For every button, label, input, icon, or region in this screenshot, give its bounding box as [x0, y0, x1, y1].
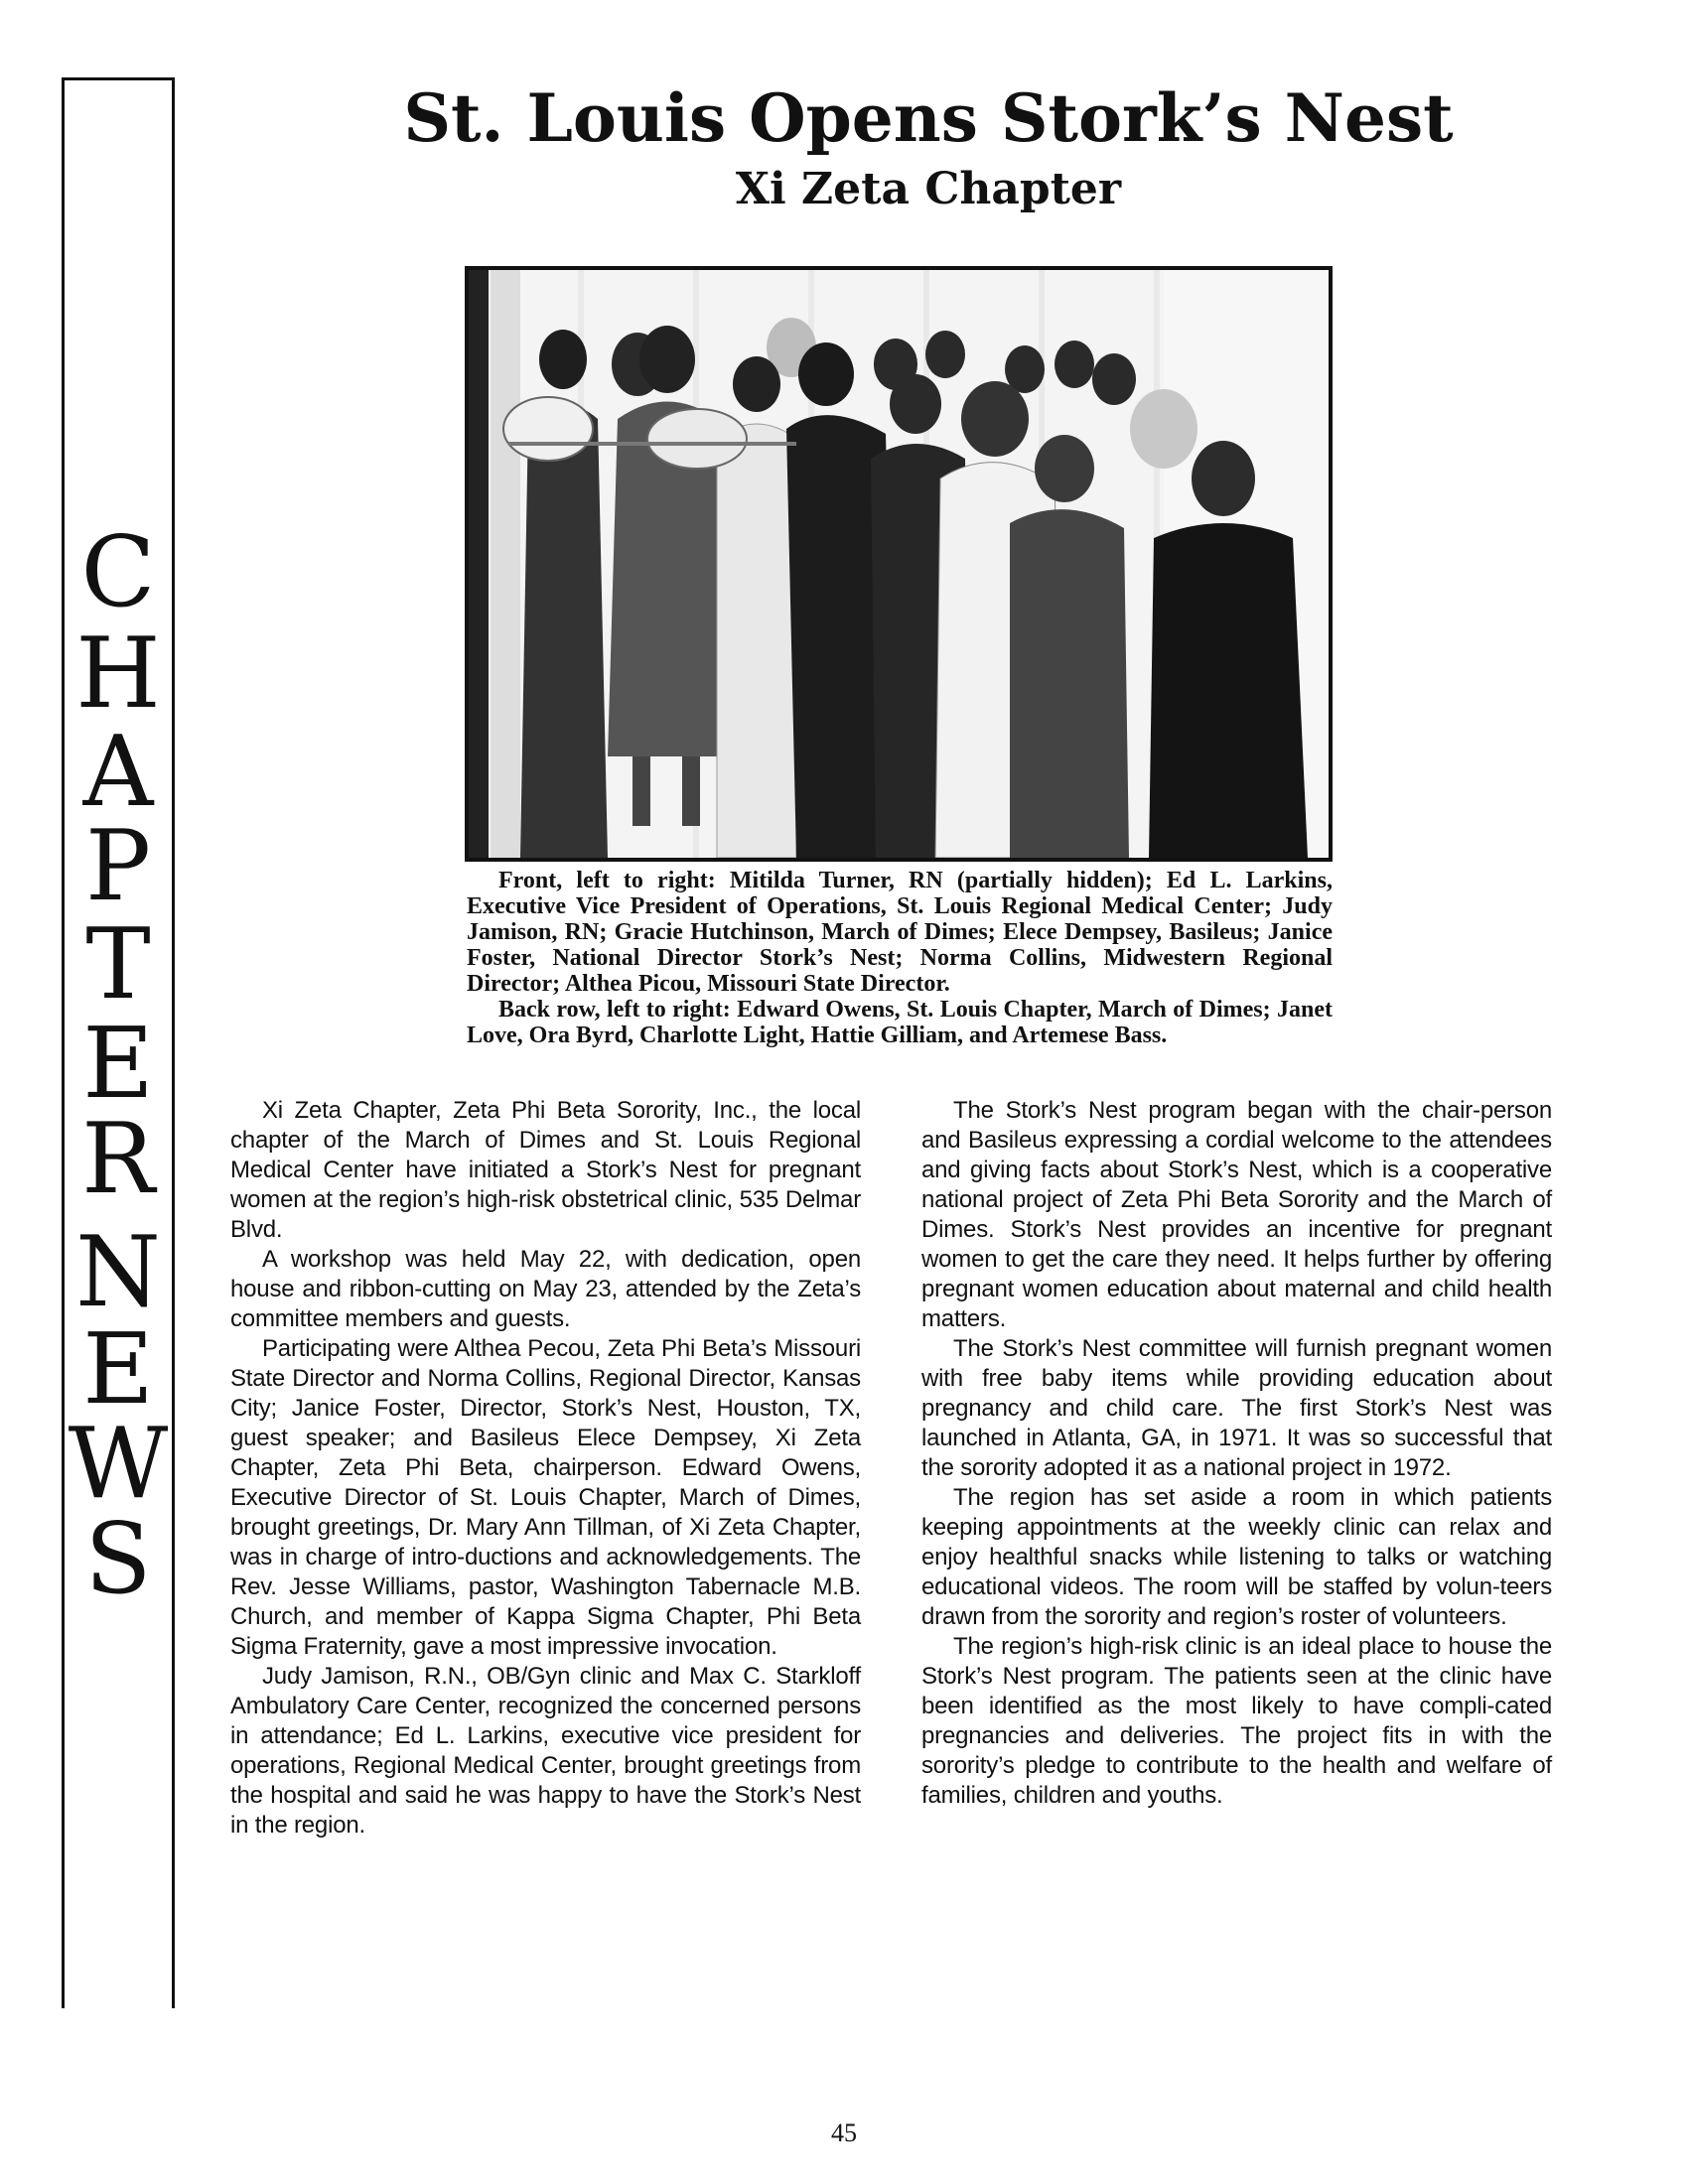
sidebar-letter: E: [82, 1008, 154, 1121]
sidebar-letter: N: [75, 1216, 161, 1329]
chapter-news-sidebar: [62, 77, 175, 2008]
group-photo: [465, 266, 1333, 862]
article-paragraph: Participating were Althea Pecou, Zeta Phi Beta’s Missouri State Director and Norma Collins, Regional Director, Kansas City; Janice Foster, Director, Stork’s Nest, Houston, TX, guest speaker; and Basileus Elece Dempsey, Xi Zeta Chapter, Zeta Phi Beta, chairperson. Edward Owens, Executive Director of St. Louis Chapter, March of Dimes, brought greetings, Dr. Mary Ann Tillman, of Xi Zeta Chapter, was in charge of intro-ductions and acknowledgements. The Rev. Jesse Williams, pastor, Washington Tabernacle M.B. Church, and member of Kappa Sigma Chapter, Phi Beta Sigma Fraternity, gave a most impressive invocation.: [230, 1335, 861, 1660]
caption-front-row: Front, left to right: Mitilda Turner, RN (partially hidden); Ed L. Larkins, Executive Vice President of Operations, St. Louis Regional Medical Center; Judy Jamison, RN; Gracie Hutchinson, March of Dimes; Elece Dempsey, Basileus; Janice Foster, National Director Stork’s Nest; Norma Collins, Midwestern Regional Director; Althea Picou, Missouri State Director.: [467, 868, 1333, 997]
page-subtitle: Xi Zeta Chapter: [735, 164, 1122, 214]
sidebar-letter: E: [82, 1313, 154, 1427]
sidebar-letter: A: [82, 716, 154, 829]
article-paragraph: The Stork’s Nest program began with the chair-person and Basileus expressing a cordial welcome to the attendees and giving facts about Stork’s Nest, which is a cooperative national project of Zeta Phi Beta Sorority and the March of Dimes. Stork’s Nest provides an incentive for pregnant women to get the care they need. It helps further by offering pregnant women education about maternal and child health matters.: [921, 1097, 1552, 1332]
article-paragraph: Xi Zeta Chapter, Zeta Phi Beta Sorority, Inc., the local chapter of the March of Dimes and St. Louis Regional Medical Center have initiated a Stork’s Nest for pregnant women at the region’s high-risk obstetrical clinic, 535 Delmar Blvd.: [230, 1097, 861, 1243]
door-frame: [469, 270, 489, 858]
page-title: St. Louis Opens Stork’s Nest: [403, 79, 1454, 157]
sidebar-letter: R: [81, 1103, 155, 1216]
sidebar-letter: H: [75, 617, 161, 731]
caption-back-row: Back row, left to right: Edward Owens, St. Louis Chapter, March of Dimes; Janet Love, Ora Byrd, Charlotte Light, Hattie Gilliam, and Artemese Bass.: [467, 997, 1333, 1048]
article-paragraph: The region has set aside a room in which patients keeping appointments at the weekly clinic can relax and enjoy healthful snacks while listening to talks or watching educational videos. The room will be staffed by volun-teers drawn from the sorority and region’s roster of volunteers.: [921, 1484, 1552, 1630]
front-row-people: [520, 326, 1308, 858]
group-photo-illustration: [469, 270, 1329, 858]
sidebar-letter: W: [68, 1408, 169, 1521]
article-paragraph: A workshop was held May 22, with dedication, open house and ribbon-cutting on May 23, attended by the Zeta’s committee members and guests.: [230, 1246, 861, 1332]
photo-caption: [467, 868, 1333, 1048]
page-number: 45: [831, 2118, 857, 2147]
sidebar-letter: C: [80, 516, 156, 629]
article-column-left: [230, 1096, 861, 1841]
article-paragraph: The region’s high-risk clinic is an ideal place to house the Stork’s Nest program. The patients seen at the clinic have been identified as the most likely to have compli-cated pregnancies and deliveries. The project fits in with the sorority’s pledge to contribute to the health and welfare of families, children and youths.: [921, 1633, 1552, 1809]
article-column-right: [921, 1096, 1552, 1811]
article-paragraph: Judy Jamison, R.N., OB/Gyn clinic and Max C. Starkloff Ambulatory Care Center, recognized the concerned persons in attendance; Ed L. Larkins, executive vice president for operations, Regional Medical Center, brought greetings from the hospital and said he was happy to have the Stork’s Nest in the region.: [230, 1663, 861, 1839]
door-panel: [491, 270, 520, 858]
sidebar-letter: T: [85, 908, 151, 1022]
article-paragraph: The Stork’s Nest committee will furnish pregnant women with free baby items while providing education about pregnancy and child care. The first Stork’s Nest was launched in Atlanta, GA, in 1971. It was so successful that the sorority adopted it as a national project in 1972.: [921, 1335, 1552, 1481]
sidebar-letter: P: [85, 810, 151, 923]
sidebar-letter: S: [84, 1503, 152, 1616]
